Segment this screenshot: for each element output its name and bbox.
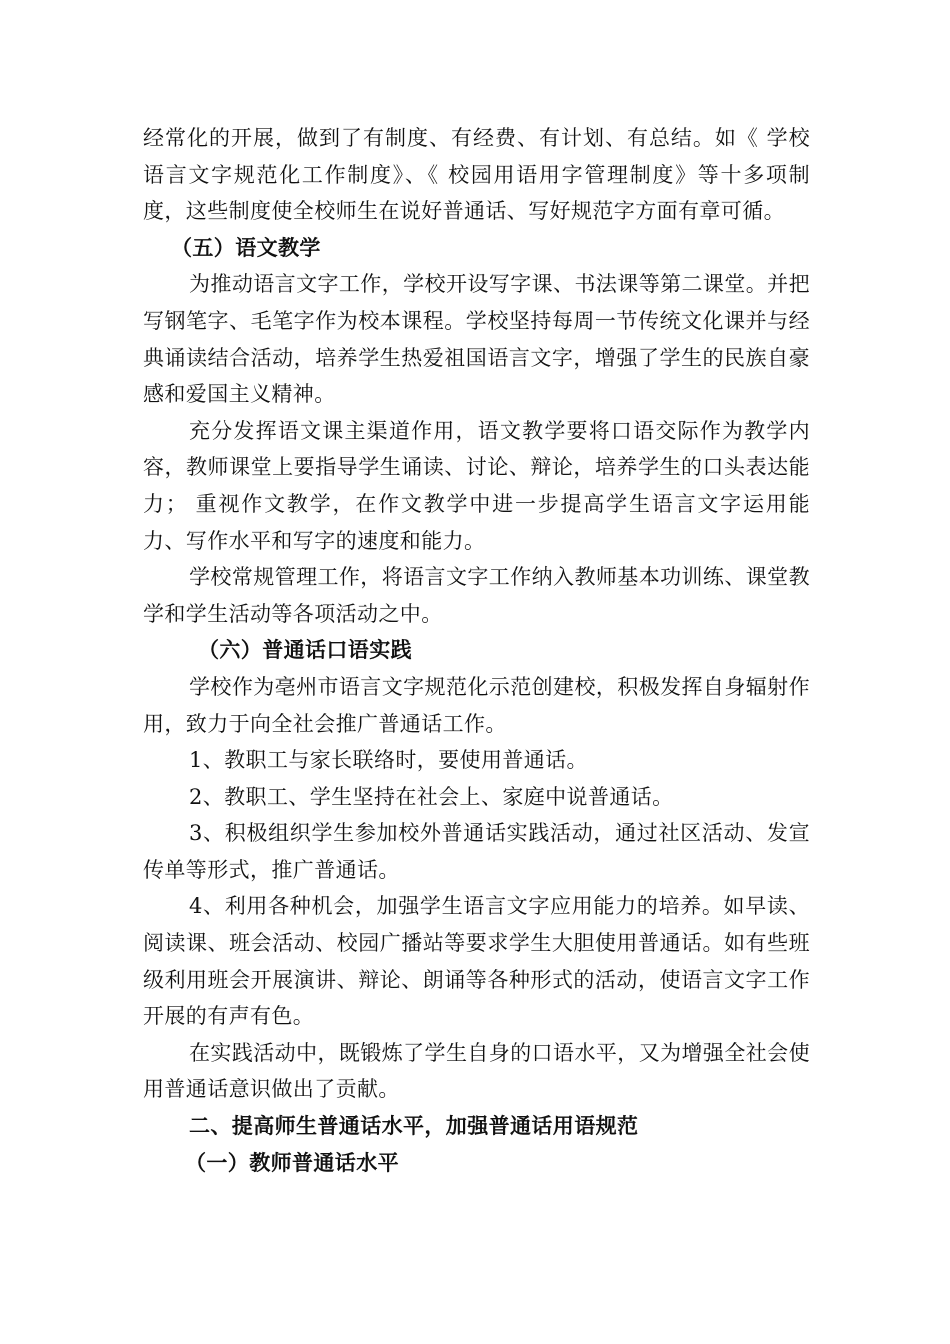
section-heading-chinese-teaching: （五）语文教学 — [171, 234, 321, 260]
chapter-heading-two: 二、提高师生普通话水平，加强普通话用语规范 — [189, 1113, 639, 1139]
list-item-1: 1、教职工与家长联络时，要使用普通话。 — [189, 748, 588, 773]
document-body — [143, 120, 810, 1181]
paragraph-continuation: 经常化的开展，做到了有制度、有经费、有计划、有总结。如《 学校语言文字规范化工作制度》、《 校园用语用字管理制度》等十多项制度，这些制度使全校师生在说好普通话、写好规范字方面有章可循。 — [143, 126, 810, 224]
list-item-3: 3、积极组织学生参加校外普通话实践活动，通过社区活动、发宣传单等形式，推广普通话。 — [143, 821, 810, 882]
paragraph-practice-summary: 在实践活动中，既锻炼了学生自身的口语水平，又为增强全社会使用普通话意识做出了贡献。 — [143, 1040, 810, 1102]
section-heading-mandarin-practice: （六）普通话口语实践 — [198, 637, 412, 663]
paragraph-demonstration-school: 学校作为亳州市语言文字规范化示范创建校，积极发挥自身辐射作用，致力于向全社会推广普通话工作。 — [143, 674, 810, 736]
section-heading-teacher-mandarin: （一）教师普通话水平 — [185, 1149, 399, 1175]
list-item-2: 2、教职工、学生坚持在社会上、家庭中说普通话。 — [189, 784, 674, 809]
paragraph-chinese-class: 充分发挥语文课主渠道作用，语文教学要将口语交际作为教学内容，教师课堂上要指导学生诵读、讨论、辩论，培养学生的口头表达能力； 重视作文教学，在作文教学中进一步提高学生语言文字运用能力、写作水平和写字的速度和能力。 — [143, 418, 810, 553]
paragraph-routine-management: 学校常规管理工作，将语言文字工作纳入教师基本功训练、课堂教学和学生活动等各项活动之中。 — [143, 565, 810, 626]
list-item-4: 4、利用各种机会，加强学生语言文字应用能力的培养。如早读、阅读课、班会活动、校园广播站等要求学生大胆使用普通话。如有些班级利用班会开展演讲、辩论、朗诵等各种形式的活动，使语言文字工作开展的有声有色。 — [143, 894, 810, 1029]
paragraph-calligraphy: 为推动语言文字工作，学校开设写字课、书法课等第二课堂。并把写钢笔字、毛笔字作为校本课程。学校坚持每周一节传统文化课并与经典诵读结合活动，培养学生热爱祖国语言文字，增强了学生的民族自豪感和爱国主义精神。 — [143, 272, 810, 407]
